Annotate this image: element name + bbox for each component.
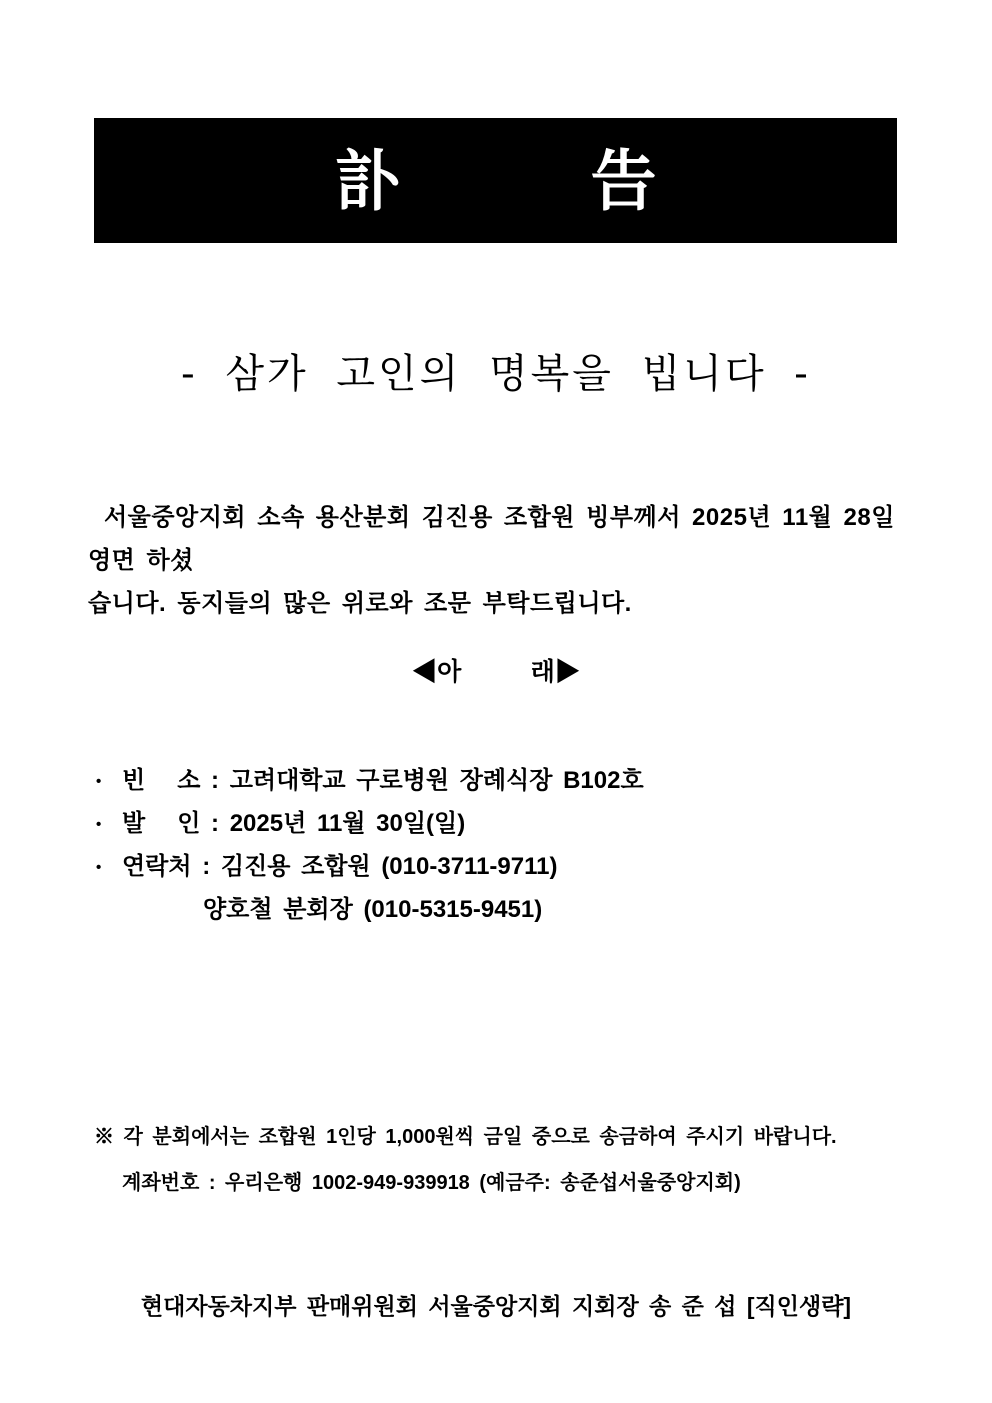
list-item-text: 발 인 : 2025년 11월 30일(일): [122, 810, 466, 837]
title-banner: [94, 118, 897, 243]
announcement-line-1: 서울중앙지회 소속 용산분회 김진용 조합원 빙부께서 2025년 11월 28일 영면 하셨: [88, 504, 895, 574]
bullet-icon: •: [96, 816, 102, 833]
remittance-instruction: ※ 각 분회에서는 조합원 1인당 1,000원씩 금일 중으로 송금하여 주시기 바랍니다.: [94, 1126, 837, 1148]
section-divider: ◀아 래▶: [412, 658, 580, 686]
list-item-place: [96, 766, 644, 809]
list-item-text: 양호철 분회장 (010-5315-9451): [203, 896, 543, 923]
banner-char-left: 訃: [334, 141, 401, 220]
remittance-notice: [94, 1120, 837, 1195]
bullet-icon: •: [96, 773, 102, 790]
bank-account-info: 계좌번호 : 우리은행 1002-949-939918 (예금주: 송준섭서울중앙지회): [122, 1172, 741, 1194]
list-item-text: 연락처 : 김진용 조합원 (010-3711-9711): [122, 853, 558, 880]
list-item-date: [96, 809, 644, 852]
announcement-paragraph: [88, 496, 918, 625]
signature-line: 현대자동차지부 판매위원회 서울중앙지회 지회장 송 준 섭 [직인생략]: [140, 1293, 852, 1319]
funeral-details-list: [96, 766, 644, 938]
announcement-line-2: 습니다. 동지들의 많은 위로와 조문 부탁드립니다.: [88, 590, 632, 617]
condolence-line: - 삼가 고인의 명복을 빕니다 -: [181, 351, 811, 397]
bullet-icon: •: [96, 859, 102, 876]
banner-char-right: 告: [590, 141, 657, 220]
list-item-contact-2: [96, 895, 644, 938]
list-item-contact-1: [96, 852, 644, 895]
list-item-text: 빈 소 : 고려대학교 구로병원 장례식장 B102호: [122, 767, 644, 794]
